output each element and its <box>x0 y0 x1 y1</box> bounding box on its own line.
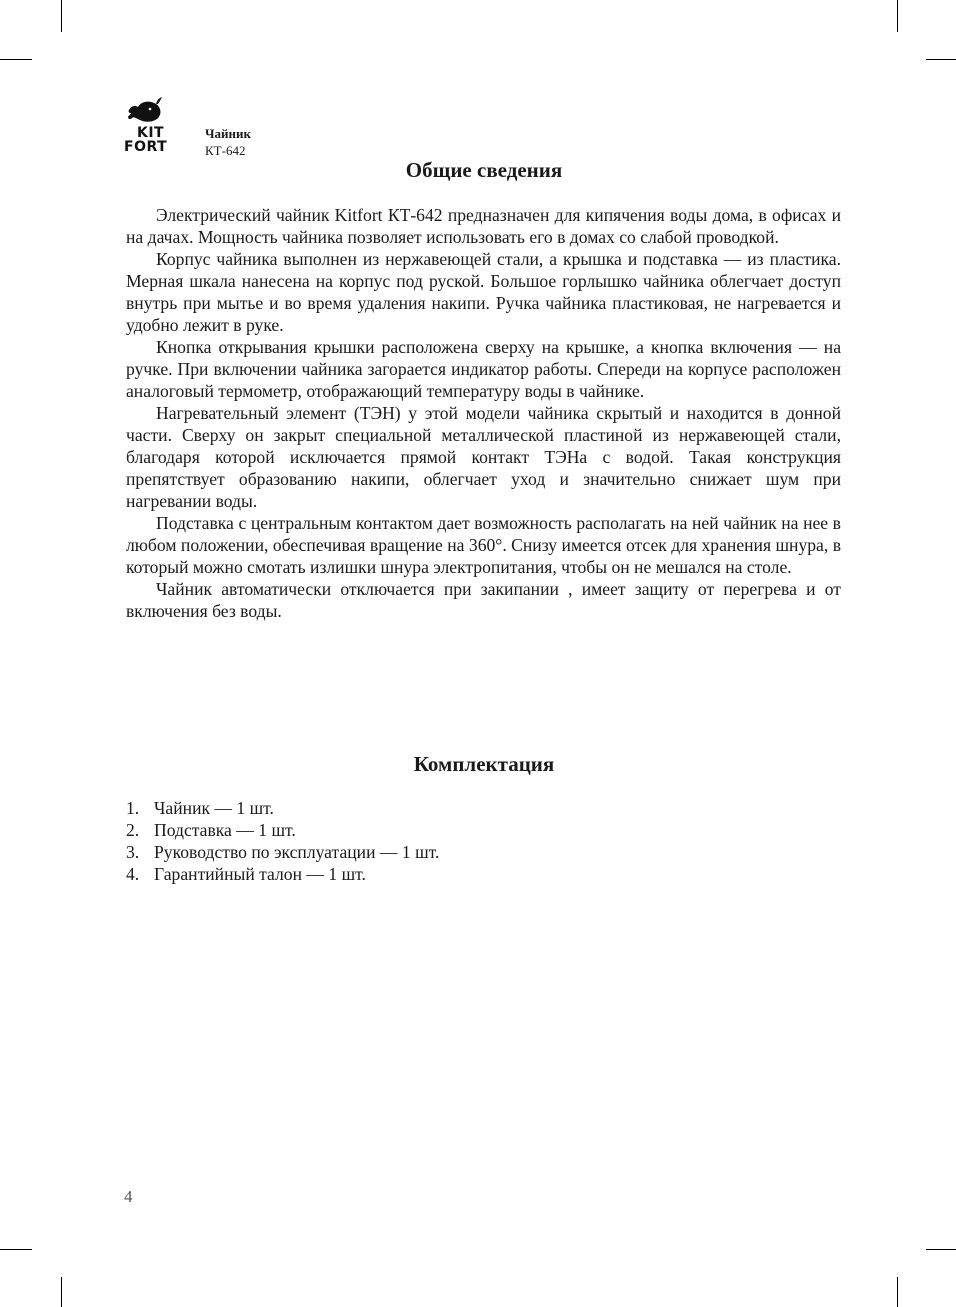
brand-line1: KIT <box>137 125 165 141</box>
paragraph: Нагревательный элемент (ТЭН) у этой модели чайника скрытый и находится в донной части. Сверху он закрыт специальной металлической пластиной из нержавеющей стали, благодаря которой исключается прямой контакт ТЭНа с водой. Такая конструкция препятствует образованию накипи, облегчает уход и значительно снижает шум при нагревании воды. <box>126 403 841 511</box>
list-item <box>126 819 439 841</box>
list-item-text: Руководство по эксплуатации — 1 шт. <box>154 842 440 862</box>
paragraph: Корпус чайника выполнен из нержавеющей стали, а крышка и подставка — из пластика. Мерная шкала нанесена на корпус под руской. Большое горлышко чайника облегчает доступ внутрь при мытье и во время удаления накипи. Ручка чайника пластиковая, не нагревается и удобно лежит в руке. <box>126 249 841 335</box>
brand-line2: FORT <box>124 139 168 155</box>
product-header <box>205 125 251 159</box>
list-item-number: 2. <box>126 820 140 840</box>
general-description <box>126 204 841 622</box>
crop-mark <box>897 1277 898 1307</box>
page-number: 4 <box>124 1187 133 1206</box>
paragraph: Электрический чайник Kitfort КТ-642 предназначен для кипячения воды дома, в офисах и на дачах. Мощность чайника позволяет использовать его в домах со слабой проводкой. <box>126 205 841 247</box>
paragraph: Кнопка открывания крышки расположена сверху на крышке, а кнопка включения — на ручке. При включении чайника загорается индикатор работы. Спереди на корпусе расположен аналоговый термометр, отображающий температуру воды в чайнике. <box>126 337 841 401</box>
crop-mark <box>61 1277 62 1307</box>
list-item-text: Подставка — 1 шт. <box>154 820 296 840</box>
list-item-number: 1. <box>126 798 140 818</box>
crop-mark <box>0 1249 32 1250</box>
list-item-text: Гарантийный талон — 1 шт. <box>154 864 366 884</box>
crop-mark <box>61 0 62 32</box>
paragraph: Подставка с центральным контактом дает возможность располагать на ней чайник на нее в любом положении, обеспечивая вращение на 360°. Снизу имеется отсек для хранения шнура, в который можно смотать излишки шнура электропитания, чтобы он не мешался на столе. <box>126 513 841 577</box>
product-name: Чайник <box>205 126 252 141</box>
list-item-number: 3. <box>126 842 140 862</box>
general-section-title: Общие сведения <box>405 158 563 182</box>
crop-mark <box>926 1249 956 1250</box>
list-item-number: 4. <box>126 864 140 884</box>
crop-mark <box>926 59 956 60</box>
brand-logo <box>124 96 174 154</box>
list-item <box>126 863 439 885</box>
list-item <box>126 797 439 819</box>
crop-mark <box>0 59 32 60</box>
list-item-text: Чайник — 1 шт. <box>154 798 274 818</box>
whale-logo-icon <box>126 96 166 126</box>
paragraph: Чайник автоматически отключается при закипании , имеет защиту от перегрева и от включения без воды. <box>126 579 841 621</box>
kit-list <box>126 797 439 885</box>
kit-section-title: Комплектация <box>413 752 555 776</box>
product-model: КТ-642 <box>205 143 246 158</box>
crop-mark <box>897 0 898 32</box>
list-item <box>126 841 439 863</box>
